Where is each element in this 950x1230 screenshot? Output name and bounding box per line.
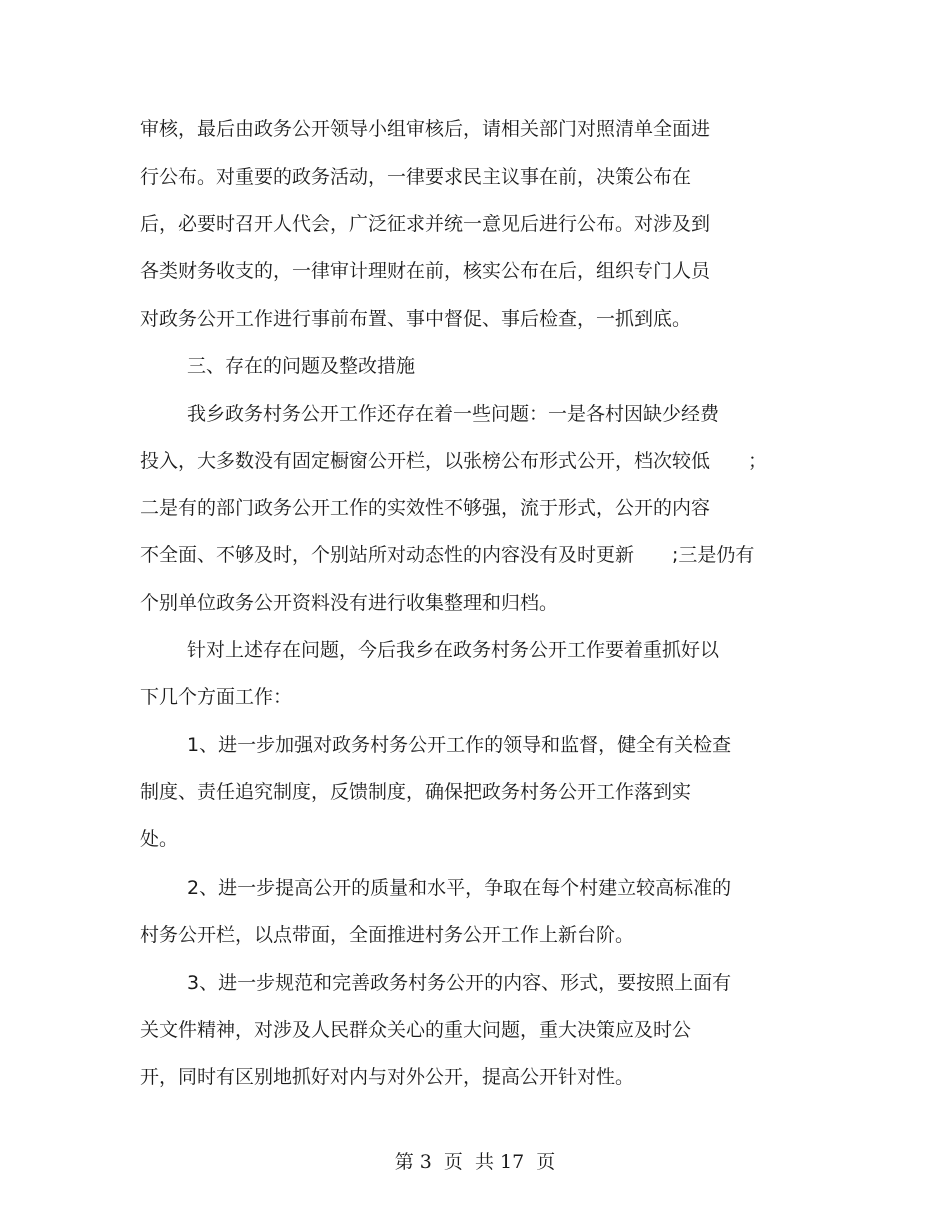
list-item-3-line: 3、进一步规范和完善政务村务公开的内容、形式，要按照上面有 [187, 972, 732, 994]
text-line: 投入，大多数没有固定橱窗公开栏，以张榜公布形式公开，档次较低 ； [140, 450, 768, 472]
text-line: 审核，最后由政务公开领导小组审核后，请相关部门对照清单全面进 [140, 118, 711, 140]
text-line: 村务公开栏，以点带面，全面推进村务公开工作上新台阶。 [140, 924, 635, 946]
text-line: 关文件精神，对涉及人民群众关心的重大问题，重大决策应及时公 [140, 1019, 692, 1041]
text-line: 各类财务收支的，一律审计理财在前，核实公布在后，组织专门人员 [140, 260, 711, 282]
list-item-2-line: 2、进一步提高公开的质量和水平，争取在每个村建立较高标准的 [187, 877, 732, 899]
section-heading: 三、存在的问题及整改措施 [187, 355, 416, 377]
text-line: 下几个方面工作： [140, 686, 293, 708]
text-line: 个别单位政务公开资料没有进行收集整理和归档。 [140, 592, 559, 614]
text-line: 制度、责任追究制度，反馈制度，确保把政务村务公开工作落到实 [140, 781, 692, 803]
text-line: 处。 [140, 828, 179, 850]
text-line: 行公布。对重要的政务活动，一律要求民主议事在前，决策公布在 [140, 166, 692, 188]
text-line: 不全面、不够及时，个别站所对动态性的内容没有及时更新 ;三是仍有 [140, 544, 755, 566]
text-line: 开，同时有区别地抓好对内与对外公开，提高公开针对性。 [140, 1066, 635, 1088]
text-line: 二是有的部门政务公开工作的实效性不够强，流于形式，公开的内容 [140, 497, 711, 519]
list-item-1-line: 1、进一步加强对政务村务公开工作的领导和监督，健全有关检查 [187, 734, 732, 756]
text-line: 后，必要时召开人代会，广泛征求并统一意见后进行公布。对涉及到 [140, 213, 711, 235]
page-number-footer: 第 3 页 共 17 页 [394, 1151, 556, 1173]
paragraph-first-line: 针对上述存在问题，今后我乡在政务村务公开工作要着重抓好以 [187, 639, 720, 661]
text-line: 对政务公开工作进行事前布置、事中督促、事后检查，一抓到底。 [140, 308, 692, 330]
paragraph-first-line: 我乡政务村务公开工作还存在着一些问题：一是各村因缺少经费 [187, 403, 720, 425]
